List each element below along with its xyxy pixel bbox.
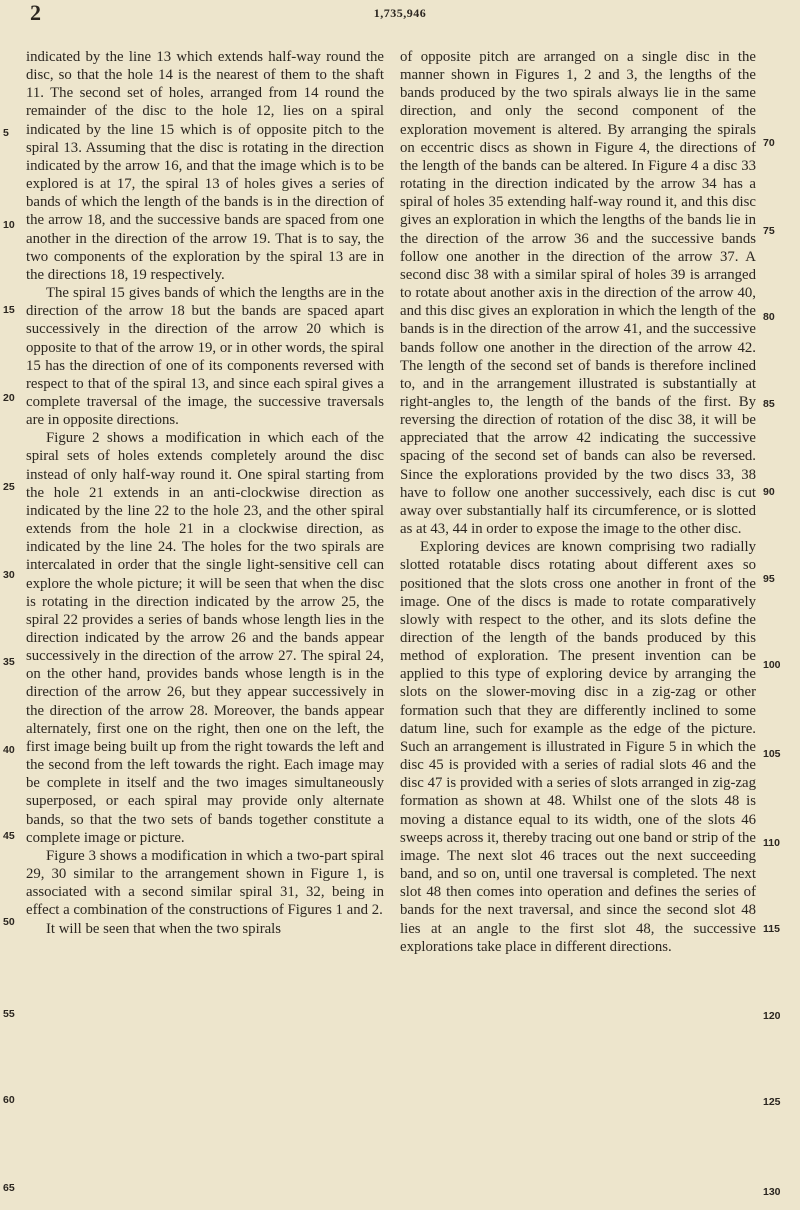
line-number: 100 <box>763 659 781 671</box>
paragraph: of opposite pitch are arranged on a single disc in the manner shown in Figures 1, 2 and 3, the lengths of the bands produced by the two spirals always lie in the same direction, and only the second component of the exploration movement is altered. By arranging the spirals on eccentric discs as shown in Figure 4, the directions of the length of the bands can be altered. In Figure 4 a disc 33 rotating in the direction indicated by the arrow 34 has a spiral of holes 35 extending half-way round it, and this disc gives an exploration in which the lengths of the bands lie in the direction of the arrow 36 and the successive bands follow one another in the direction of the arrow 37. A second disc 38 with a similar spiral of holes 39 is arranged to rotate about another axis in the direction of the arrow 40, and this disc gives an exploration in which the length of the bands is in the direction of the arrow 41, and the successive bands follow one another in the direction of the arrow 42. The length of the second set of bands is therefore inclined to, and in the arrangement illustrated is substantially at right-angles to, the length of the bands of the first. By reversing the direction of rotation of the disc 38, it will be appreciated that the arrow 42 indicating the successive spacing of the second set of bands can also be reversed. Since the explorations provided by the two discs 33, 38 have to follow one another successively, each disc is cut away over substantially half its circumference, or is slotted as at 43, 44 in order to expose the image to the other disc. <box>400 49 756 538</box>
paragraph: Exploring devices are known comprising two radially slotted rotatable discs rotating about different axes so positioned that the slots cross one another in front of the image. One of the discs is made to rotate comparatively slowly with respect to the other, and its slots define the direction of the length of the bands produced by this method of exploration. The present invention can be applied to this type of exploring device by arranging the slots on the slower-moving disc in a zig-zag or other formation such that they are differently inclined to some datum line, such for example as the edge of the picture. Such an arrangement is illustrated in Figure 5 in which the disc 45 is provided with a series of radial slots 46 and the disc 47 is provided with a series of slots arranged in zig-zag formation as shown at 48. Whilst one of the slots 48 is moving a distance equal to its width, one of the slots 46 sweeps across it, thereby tracing out one band or strip of the image. The next slot 46 traces out the next succeeding band, and so on, until one traversal is completed. The next slot 48 then comes into operation and defines the series of bands for the next traversal, and since the second slot 48 lies at an angle to the first slot 48, the successive explorations take place in different directions. <box>400 539 756 955</box>
patent-number: 1,735,946 <box>373 6 427 20</box>
line-number: 105 <box>763 748 781 760</box>
line-number: 130 <box>763 1186 781 1198</box>
paragraph: Figure 3 shows a modification in which a two-part spiral 29, 30 similar to the arrangement shown in Figure 1, is associated with a second similar spiral 31, 32, being in effect a combination of the constructions of Figures 1 and 2. <box>26 847 384 919</box>
line-number: 90 <box>763 486 775 498</box>
line-number: 95 <box>763 573 775 585</box>
line-number: 25 <box>3 481 15 493</box>
line-number: 10 <box>3 219 15 231</box>
paragraph: indicated by the line 13 which extends half-way round the disc, so that the hole 14 is the nearest of them to the shaft 11. The second set of holes, arranged from 14 round the remainder of the disc to the hole 12, lies on a spiral indicated by the line 15 which is of opposite pitch to the spiral 13. Assuming that the disc is rotating in the direction indicated by the arrow 16, and that the image which is to be explored is at 17, the spiral 13 of holes gives a series of bands of which the length of the bands is in the direction of the arrow 18, and the successive bands are spaced from one another in the direction of the arrow 19. That is to say, the two components of the exploration by the spiral 13 are in the directions 18, 19 respectively. <box>26 49 384 283</box>
line-number: 20 <box>3 392 15 404</box>
line-number: 120 <box>763 1010 781 1022</box>
line-number: 80 <box>763 311 775 323</box>
line-number: 65 <box>3 1182 15 1194</box>
line-number: 75 <box>763 225 775 237</box>
line-number: 55 <box>3 1008 15 1020</box>
line-number: 60 <box>3 1094 15 1106</box>
paragraph: It will be seen that when the two spirals <box>46 920 282 937</box>
line-number: 125 <box>763 1096 781 1108</box>
line-number: 30 <box>3 569 15 581</box>
line-number: 15 <box>3 304 15 316</box>
line-number: 85 <box>763 398 775 410</box>
line-number: 45 <box>3 830 15 842</box>
line-number: 115 <box>763 923 780 935</box>
line-number: 35 <box>3 656 15 668</box>
paragraph: Figure 2 shows a modification in which each of the spiral sets of holes extends completely around the disc instead of only half-way round it. One spiral starting from the hole 21 extends in an anti-clockwise direction as indicated by the line 22 to the hole 23, and the other spiral extends from the hole 21 in a clockwise direction, as indicated by the line 24. The holes for the two spirals are intercalated in order that the single light-sensitive cell can explore the whole picture; it will be seen that when the disc is rotating in the direction indicated by the arrow 25, the spiral 22 provides a series of bands whose length lies in the direction indicated by the arrow 26 and the bands appear successively in the direction of the arrow 27. The spiral 24, on the other hand, provides bands whose length is in the direction of the arrow 26, but they appear successively in the direction of the arrow 28. Moreover, the bands appear alternately, first one on the right, then one on the left, the first image being built up from the right towards the left and the second from the left towards the right. Each image may be complete in itself and the two images simultaneously superposed, or each spiral may provide only alternate bands, so that the two sets of bands together constitute a complete image or picture. <box>26 430 384 846</box>
line-number: 70 <box>763 137 775 149</box>
paragraph: The spiral 15 gives bands of which the lengths are in the direction of the arrow 18 but the bands are spaced apart successively in the direction of the arrow 20 which is opposite to that of the arrow 19, or in other words, the spiral 15 has the direction of one of its components reversed with respect to that of the spiral 13, and since each spiral gives a complete traversal of the image, the successive traversals are in opposite directions. <box>26 285 384 429</box>
line-number: 50 <box>3 916 15 928</box>
right-column <box>400 48 756 956</box>
line-number: 40 <box>3 744 15 756</box>
left-column <box>26 48 384 938</box>
line-number: 110 <box>763 837 780 849</box>
page-number: 2 <box>30 0 41 25</box>
line-number: 5 <box>3 127 9 139</box>
